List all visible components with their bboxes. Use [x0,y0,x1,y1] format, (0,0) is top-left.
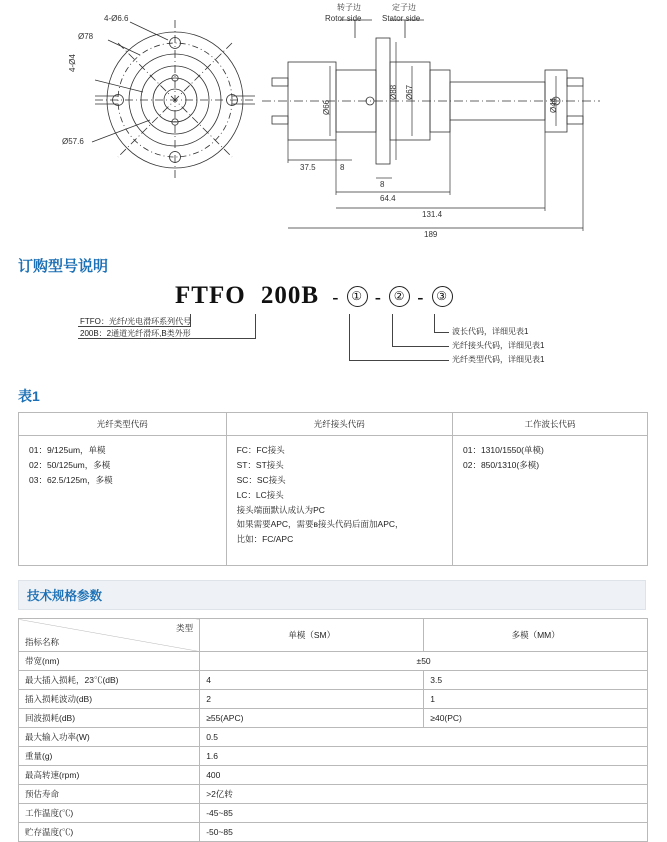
spec-header-corner [19,619,200,652]
model-code-line [175,282,453,310]
dim-4-d6-6: 4-Ø6.6 [104,14,129,23]
wavelength-item: 02：850/1310(多模) [463,459,540,470]
code-model: 200B [260,282,320,309]
spec-row-name: 贮存温度(℃) [19,823,200,842]
dim-d67: Ø67 [405,84,414,100]
spec-row-value-sm: ≥55(APC) [200,709,424,728]
dim-d88: Ø88 [389,84,398,100]
code-circle-1: ① [347,286,368,307]
leader-line-c2-v [392,314,393,346]
rotor-side-cn-label: 转子边 [337,3,361,12]
stator-side-cn-label: 定子边 [392,3,416,12]
code-circle-3: ③ [432,286,453,307]
dim-d66: Ø66 [322,99,331,115]
spec-row-value-span: ±50 [200,652,648,671]
table-row [19,436,648,566]
spec-row-name: 工作温度(℃) [19,804,200,823]
drawing-svg [0,0,667,245]
dim-37-5: 37.5 [300,163,316,172]
spec-row-value-mm: 3.5 [424,671,648,690]
note-prefix: FTFO：光纤/光电滑环系列代号 [80,317,192,326]
dim-d44: Ø44 [549,97,558,113]
spec-row-value-span: >2亿转 [200,785,648,804]
spec-heading-bar: 技术规格参数 [18,580,646,610]
leader-line-c3-v [434,314,435,332]
th-wavelength: 工作波长代码 [453,413,648,436]
spec-row [19,671,648,690]
note-wavelength-code: 波长代码，详细见表1 [452,327,529,336]
td-fiber-type [19,436,227,566]
leader-line-c1-v [349,314,350,360]
th-fiber-type: 光纤类型代码 [19,413,227,436]
leader-line-c3-h [434,332,449,333]
dim-8-a: 8 [340,163,345,172]
spec-header-name-label: 指标名称 [25,637,60,647]
fiber-type-item: 03：62.5/125m，多模 [29,474,113,485]
spec-header-sm: 单模（SM） [200,619,424,652]
dim-4-d4: 4-Ø4 [68,54,77,72]
connector-note: 接头端面默认成认为PC [236,504,325,515]
connector-item: LC：LC接头 [236,489,284,500]
spec-row-name: 预估寿命 [19,785,200,804]
spec-row [19,804,648,823]
spec-row-value-span: 400 [200,766,648,785]
spec-row-value-span: -50~85 [200,823,648,842]
connector-note: 比如：FC/APC [236,534,294,545]
spec-row-name: 带宽(nm) [19,652,200,671]
spec-row-name: 重量(g) [19,747,200,766]
spec-row-value-sm: 2 [200,690,424,709]
spec-table [18,618,648,842]
spec-row [19,823,648,842]
note-fiber-type-code: 光纤类型代码，详细见表1 [452,355,545,364]
leader-line-c1-h [349,360,449,361]
spec-row [19,709,648,728]
spec-row [19,690,648,709]
spec-row [19,652,648,671]
connector-item: ST：ST接头 [236,459,284,470]
spec-row-value-span: -45~85 [200,804,648,823]
spec-row-value-span: 0.5 [200,728,648,747]
rotor-side-en-label: Rotor side [325,14,362,23]
spec-header-row [19,619,648,652]
code-dash-3: - [417,287,425,307]
dim-d57-6: Ø57.6 [62,137,84,146]
dim-8-b: 8 [380,180,385,189]
spec-row-value-sm: 4 [200,671,424,690]
spec-header-type-label: 类型 [176,623,194,633]
connector-item: SC：SC接头 [236,474,286,485]
spec-row-name: 最大输入功率(W) [19,728,200,747]
dim-d78: Ø78 [78,32,94,41]
spec-row-name: 回波损耗(dB) [19,709,200,728]
table-header-row [19,413,648,436]
ordering-heading: 订购型号说明 [18,258,109,275]
dim-131-4: 131.4 [422,210,443,219]
connector-item: FC：FC接头 [236,445,285,455]
code-dash-2: - [374,287,382,307]
leader-line-model-v [255,314,256,338]
spec-row [19,785,648,804]
spec-header-mm: 多模（MM） [424,619,648,652]
connector-note: 如果需要APC，需要в接头代码后面加APC， [236,519,404,530]
technical-drawing [0,0,667,245]
note-model: 200B：2通道光纤滑环,B类外形 [80,329,191,338]
spec-row-name: 最高转速(rpm) [19,766,200,785]
code-dash-1: - [332,287,340,307]
spec-row [19,728,648,747]
td-connector [226,436,452,566]
ordering-code-block [0,276,667,386]
dim-64-4: 64.4 [380,194,396,203]
th-connector: 光纤接头代码 [226,413,452,436]
fiber-code-table [18,412,648,566]
leader-line-c2-h [392,346,449,347]
spec-row-name: 插入损耗波动(dB) [19,690,200,709]
spec-row [19,747,648,766]
dim-189: 189 [424,230,438,239]
spec-row-name: 最大插入损耗，23℃(dB) [19,671,200,690]
note-connector-code: 光纤接头代码，详细见表1 [452,341,545,350]
stator-side-en-label: Stator side [382,14,421,23]
spec-row [19,766,648,785]
td-wavelength [453,436,648,566]
fiber-type-item: 01：9/125um，单模 [29,445,106,455]
code-prefix: FTFO [175,282,246,309]
fiber-type-item: 02：50/125um，多模 [29,459,111,470]
spec-row-value-mm: 1 [424,690,648,709]
spec-row-value-span: 1.6 [200,747,648,766]
code-circle-2: ② [389,286,410,307]
table1-heading: 表1 [18,388,40,404]
spec-row-value-mm: ≥40(PC) [424,709,648,728]
wavelength-item: 01：1310/1550(单模) [463,445,544,455]
